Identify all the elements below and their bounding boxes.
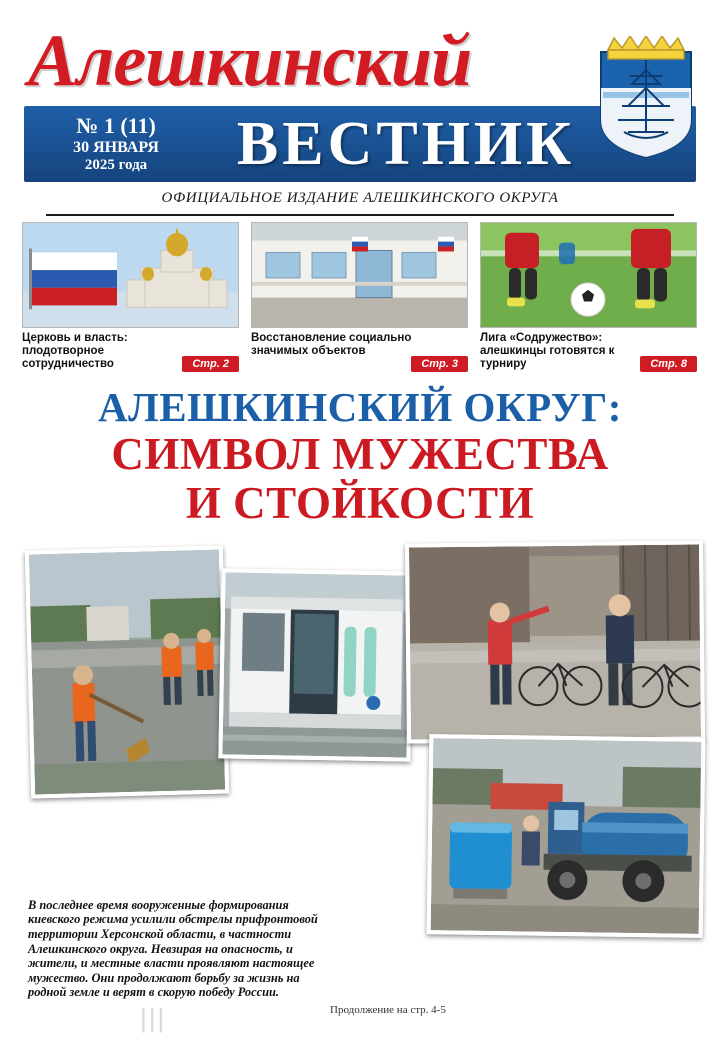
photo-collage (22, 540, 698, 932)
teaser-caption: Восстановление социально значимых объектов (251, 332, 412, 357)
coat-of-arms-icon (598, 36, 694, 160)
masthead-title: Алешкинский (28, 20, 472, 102)
teaser-item-3[interactable] (480, 222, 697, 372)
main-headline (0, 384, 720, 528)
masthead-blue-bar (24, 106, 696, 182)
teaser-caption: Церковь и власть: плодотворное сотрудничество (22, 332, 128, 370)
photo-water-truck (427, 734, 706, 938)
teaser-item-1[interactable] (22, 222, 239, 372)
issue-number: № 1 (11) (76, 113, 156, 139)
photo-bus (218, 568, 413, 761)
teaser-caption: Лига «Содружество»: алешкинцы готовятся к турниру (480, 332, 615, 370)
teaser-photo-cathedral (22, 222, 239, 328)
teaser-page-tag[interactable]: Стр. 3 (411, 356, 468, 372)
headline-line-1: АЛЕШКИНСКИЙ ОКРУГ: (98, 384, 622, 430)
photo-street-cleaning (25, 545, 229, 798)
issue-year: 2025 года (84, 156, 148, 173)
header-divider (46, 214, 674, 216)
lead-paragraph: В последнее время вооруженные формирования киевского режима усилили обстрелы прифронтовой территории Херсонской области, в частности Алешкинского округа. Невзирая на опасность, и жители, и местные власти проявляют настоящее мужество. Они продолжают борьбу за жизнь на родной земле и верят в скорую победу России. (28, 897, 318, 1000)
masthead-name: ВЕСТНИК (236, 110, 576, 178)
headline-line-3: И СТОЙКОСТИ (185, 478, 535, 528)
watermark-decoration: ||| (140, 1003, 167, 1033)
teaser-page-tag[interactable]: Стр. 2 (182, 356, 239, 372)
issue-date: 30 ЯНВАРЯ (73, 138, 159, 156)
issue-info (36, 114, 196, 173)
teaser-photo-football (480, 222, 697, 328)
headline-line-2: СИМВОЛ МУЖЕСТВА (111, 429, 609, 479)
masthead (0, 0, 720, 212)
edition-subtitle: ОФИЦИАЛЬНОЕ ИЗДАНИЕ АЛЕШКИНСКОГО ОКРУГА (161, 190, 559, 206)
photo-market-street (405, 540, 705, 743)
continuation-note[interactable]: Продолжение на стр. 4-5 (330, 1004, 446, 1016)
teaser-page-tag[interactable]: Стр. 8 (640, 356, 697, 372)
teaser-item-2[interactable] (251, 222, 468, 372)
teaser-row (0, 212, 720, 372)
teaser-photo-building (251, 222, 468, 328)
